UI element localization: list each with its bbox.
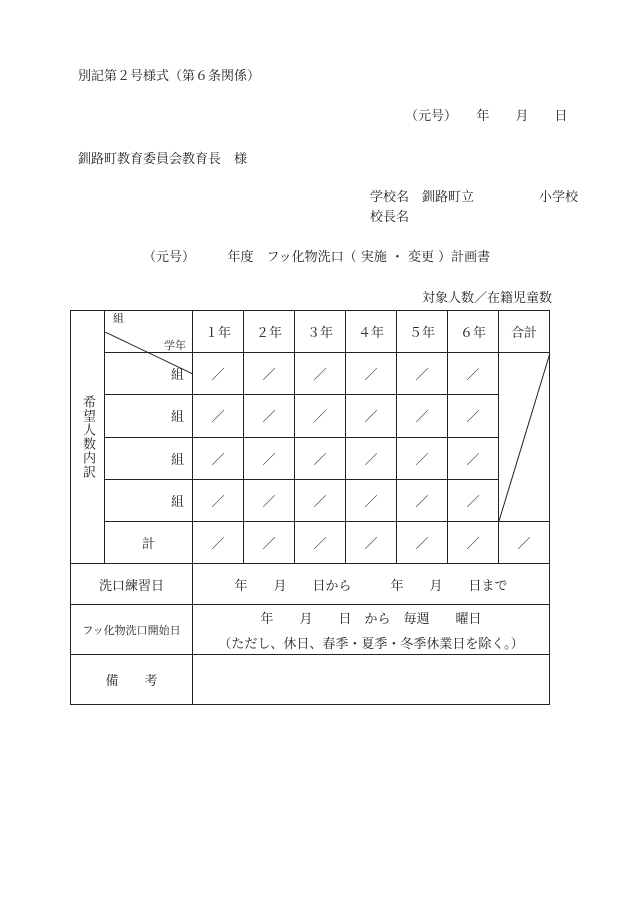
count-cell: ／ [193,437,244,479]
grade-header: ６年 [448,311,499,353]
count-cell: ／ [448,437,499,479]
remarks-row [71,655,550,705]
count-cell: ／ [346,479,397,521]
remarks-label: 備 考 [71,655,193,705]
class-row [71,395,550,437]
count-cell: ／ [346,395,397,437]
class-label: 組 [105,353,193,395]
class-row [71,437,550,479]
target-count-note: 対象人数／在籍児童数 [422,291,553,306]
corner-class-label: 組 [113,311,124,325]
count-cell: ／ [193,395,244,437]
count-cell: ／ [346,353,397,395]
total-header: 合計 [499,311,550,353]
start-line-1: 年 月 日 から 毎週 曜日 [260,611,482,627]
side-label: 希望人数内訳 [80,395,95,479]
count-cell: ／ [244,395,295,437]
corner-header-cell [105,311,193,353]
class-row [71,479,550,521]
side-label-cell [71,311,105,564]
corner-grade-label: 学年 [164,338,186,352]
practice-value: 年 月 日から 年 月 日まで [193,564,550,605]
count-cell: ／ [448,353,499,395]
grand-total-cell: ／ [499,522,550,564]
total-row [71,522,550,564]
count-cell: ／ [295,437,346,479]
count-cell: ／ [397,437,448,479]
grade-header: ２年 [244,311,295,353]
count-cell: ／ [448,522,499,564]
school-name-field: 学校名 釧路町立 小学校 [370,190,579,205]
start-value-cell [193,605,550,655]
practice-row [71,564,550,605]
count-cell: ／ [193,479,244,521]
class-label: 組 [105,479,193,521]
grade-header: １年 [193,311,244,353]
count-cell: ／ [244,437,295,479]
count-cell: ／ [193,522,244,564]
count-cell: ／ [295,353,346,395]
count-cell: ／ [397,479,448,521]
count-cell: ／ [244,479,295,521]
count-cell: ／ [346,522,397,564]
practice-label: 洗口練習日 [71,564,193,605]
count-cell: ／ [397,395,448,437]
count-cell: ／ [448,395,499,437]
class-label: 組 [105,437,193,479]
count-cell: ／ [244,353,295,395]
start-label: フッ化物洗口開始日 [71,605,193,655]
date-line: （元号） 年 月 日 [405,109,568,124]
start-row [71,605,550,655]
plan-table [70,310,550,705]
document-title: （元号） 年度 フッ化物洗口（ 実施 ・ 変更 ）計画書 [143,250,491,265]
start-line-2: （ただし、休日、春季・夏季・冬季休業日を除く。） [218,636,524,652]
count-cell: ／ [346,437,397,479]
grade-header: ３年 [295,311,346,353]
count-cell: ／ [448,479,499,521]
total-diagonal [499,353,550,521]
count-cell: ／ [244,522,295,564]
class-label: 組 [105,395,193,437]
grade-header: ４年 [346,311,397,353]
total-row-label: 計 [105,522,193,564]
count-cell: ／ [397,522,448,564]
form-number: 別記第２号様式（第６条関係） [78,69,261,84]
total-crossed-cell [499,353,550,522]
count-cell: ／ [295,395,346,437]
addressee: 釧路町教育委員会教育長 様 [78,152,248,167]
grade-header: ５年 [397,311,448,353]
principal-name-field: 校長名 [370,210,410,225]
remarks-value [193,655,550,705]
count-cell: ／ [397,353,448,395]
count-cell: ／ [295,522,346,564]
count-cell: ／ [295,479,346,521]
count-cell: ／ [193,353,244,395]
